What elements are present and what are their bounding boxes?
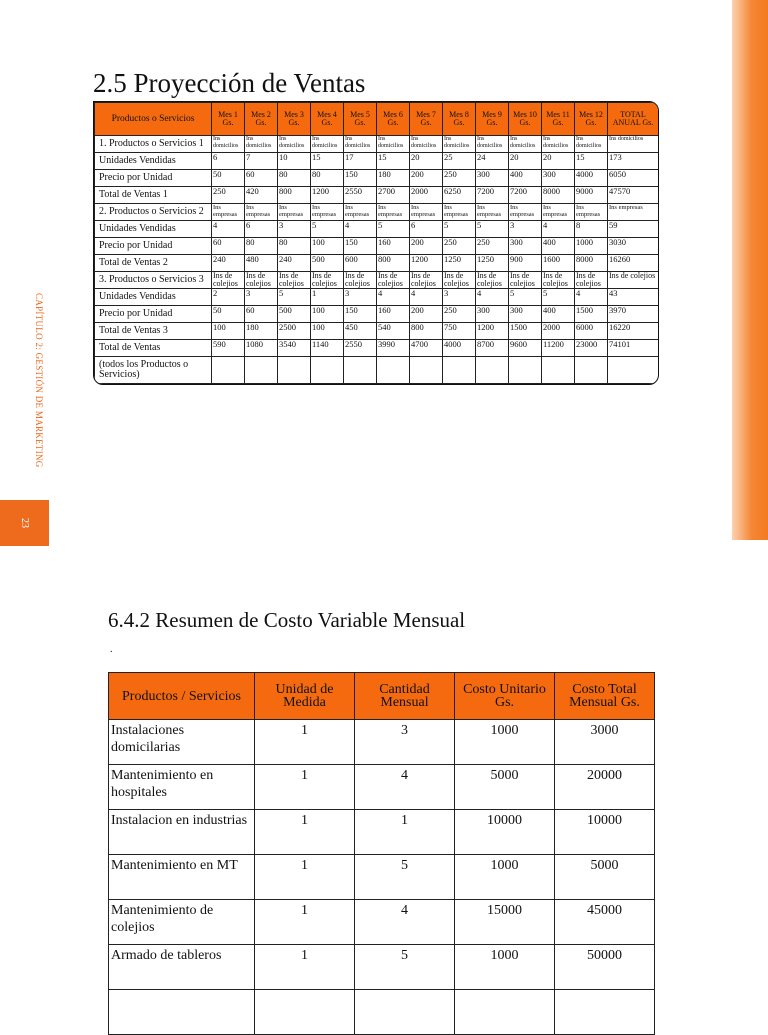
table-cell: Ins domicilios [344, 136, 377, 153]
table-cell: 500 [278, 306, 311, 323]
table-cell: 3000 [555, 720, 655, 765]
table-cell: 20 [410, 153, 443, 170]
table-cell: 1 [255, 765, 355, 810]
column-header: Productos o Servicios [95, 103, 212, 136]
table-cell: 6 [212, 153, 245, 170]
table-cell: 60 [212, 238, 245, 255]
table-cell: 3 [443, 289, 476, 306]
column-header: Mes 5 Gs. [344, 103, 377, 136]
table-row [95, 272, 659, 289]
table-cell: Ins empresas [575, 204, 608, 221]
table-cell: 5 [355, 855, 455, 900]
table-cell: Ins de colejios [377, 272, 410, 289]
table-cell: 23000 [575, 340, 608, 357]
table-cell: Ins empresas [476, 204, 509, 221]
table-cell: 15000 [455, 900, 555, 945]
table-cell: 1000 [455, 855, 555, 900]
table-cell: 450 [344, 323, 377, 340]
table-cell: 7200 [476, 187, 509, 204]
table-cell: 50 [212, 170, 245, 187]
table-cell: 4000 [443, 340, 476, 357]
table-cell: 15 [575, 153, 608, 170]
table-cell [311, 357, 344, 384]
table-cell: 1 [355, 810, 455, 855]
table-cell: 4 [542, 221, 575, 238]
table-cell: 1250 [443, 255, 476, 272]
row-label: 1. Productos o Servicios 1 [95, 136, 212, 153]
table-cell: 5 [311, 221, 344, 238]
table-cell: 7200 [509, 187, 542, 204]
table-cell: 5 [542, 289, 575, 306]
row-label: Unidades Vendidas [95, 153, 212, 170]
table-cell: Armado de tableros [109, 945, 255, 990]
table-cell: Instalacion en industrias [109, 810, 255, 855]
table-cell: Ins de colejios [542, 272, 575, 289]
table-cell: 20000 [555, 765, 655, 810]
table-cell: 17 [344, 153, 377, 170]
table-row [109, 900, 655, 945]
table-row [109, 765, 655, 810]
table-cell [109, 990, 255, 1035]
table-cell: 1 [311, 289, 344, 306]
table-cell: 2500 [278, 323, 311, 340]
table-row [95, 221, 659, 238]
column-header: TOTAL ANUAL Gs. [608, 103, 659, 136]
table-cell [410, 357, 443, 384]
row-label: Unidades Vendidas [95, 221, 212, 238]
chapter-label: CAPÍTULO 2: GESTIÓN DE MARKETING [34, 292, 44, 468]
table-cell: 4 [476, 289, 509, 306]
table-cell: 3 [344, 289, 377, 306]
table-cell: 250 [212, 187, 245, 204]
table-cell: Ins domicilios [509, 136, 542, 153]
table-cell [575, 357, 608, 384]
table-cell: 5000 [455, 765, 555, 810]
table-cell: Ins domicilios [608, 136, 659, 153]
table-cell: 3030 [608, 238, 659, 255]
table-cell: 1500 [575, 306, 608, 323]
column-header: Mes 9 Gs. [476, 103, 509, 136]
table-cell: 600 [344, 255, 377, 272]
table-cell: 10000 [455, 810, 555, 855]
table-cell: Ins domicilios [311, 136, 344, 153]
table-cell: 300 [509, 238, 542, 255]
table-row [109, 945, 655, 990]
table-cell: Ins domicilios [377, 136, 410, 153]
page-edge-strip [732, 0, 768, 540]
table-row [109, 990, 655, 1035]
table-cell: Ins domicilios [245, 136, 278, 153]
table-cell: Ins domicilios [278, 136, 311, 153]
table-cell: Ins de colejios [278, 272, 311, 289]
column-header: Costo Unitario Gs. [455, 673, 555, 720]
table-cell: 20 [542, 153, 575, 170]
table-cell: 400 [509, 170, 542, 187]
table-cell: Ins de colejios [245, 272, 278, 289]
table-cell: 20 [509, 153, 542, 170]
table-cell: Ins de colejios [212, 272, 245, 289]
table-cell: 5 [278, 289, 311, 306]
table-cell: 180 [245, 323, 278, 340]
table-row [95, 187, 659, 204]
table-cell: 4 [377, 289, 410, 306]
table-cell: 300 [476, 170, 509, 187]
table-cell: 1140 [311, 340, 344, 357]
table-cell: 250 [443, 170, 476, 187]
table-cell: Ins domicilios [443, 136, 476, 153]
table-row [109, 720, 655, 765]
table-cell: 60 [245, 170, 278, 187]
table-cell: 100 [311, 238, 344, 255]
table-row [95, 136, 659, 153]
column-header: Productos / Servicios [109, 673, 255, 720]
table-cell: Ins empresas [509, 204, 542, 221]
table-cell: 6 [410, 221, 443, 238]
column-header: Mes 2 Gs. [245, 103, 278, 136]
table-cell [344, 357, 377, 384]
table-cell: Ins empresas [245, 204, 278, 221]
table-cell: 250 [443, 238, 476, 255]
table-cell: 160 [377, 306, 410, 323]
table-cell: 3970 [608, 306, 659, 323]
table-cell: 1600 [542, 255, 575, 272]
table-cell: 4 [355, 765, 455, 810]
table-row [109, 855, 655, 900]
table-cell: Ins empresas [377, 204, 410, 221]
table-cell: 1000 [575, 238, 608, 255]
table-cell [245, 357, 278, 384]
table-cell: 590 [212, 340, 245, 357]
table-row [95, 357, 659, 384]
table-cell: 3 [509, 221, 542, 238]
table-cell: 480 [245, 255, 278, 272]
table-cell: 24 [476, 153, 509, 170]
table-cell: Ins domicilios [212, 136, 245, 153]
table-row [95, 153, 659, 170]
column-header: Mes 12 Gs. [575, 103, 608, 136]
column-header: Mes 11 Gs. [542, 103, 575, 136]
table-cell: 7 [245, 153, 278, 170]
table-cell: 3990 [377, 340, 410, 357]
table-cell: 8000 [575, 255, 608, 272]
table-cell: 50 [212, 306, 245, 323]
table-cell: 6 [245, 221, 278, 238]
table-cell: 250 [443, 306, 476, 323]
row-label: Total de Ventas [95, 340, 212, 357]
table-cell: 240 [278, 255, 311, 272]
table-cell: 2000 [542, 323, 575, 340]
table-cell: 10 [278, 153, 311, 170]
table-cell: 80 [311, 170, 344, 187]
table-cell: 800 [278, 187, 311, 204]
table-cell: Mantenimiento en hospitales [109, 765, 255, 810]
table-cell: Ins de colejios [344, 272, 377, 289]
row-label: Total de Ventas 2 [95, 255, 212, 272]
table-cell: 4 [410, 289, 443, 306]
row-label: Unidades Vendidas [95, 289, 212, 306]
table-cell: 3 [355, 720, 455, 765]
table-cell: 15 [311, 153, 344, 170]
table-cell: 540 [377, 323, 410, 340]
table-cell [455, 990, 555, 1035]
table-cell: Ins de colejios [410, 272, 443, 289]
table-cell: 300 [542, 170, 575, 187]
column-header: Mes 7 Gs. [410, 103, 443, 136]
table-cell: 4 [355, 900, 455, 945]
table-cell: Ins de colejios [509, 272, 542, 289]
column-header: Mes 3 Gs. [278, 103, 311, 136]
table-cell: 160 [377, 238, 410, 255]
table-cell: 2000 [410, 187, 443, 204]
table-cell: 25 [443, 153, 476, 170]
table-cell: 1200 [311, 187, 344, 204]
table-cell [509, 357, 542, 384]
table-cell [608, 357, 659, 384]
table-cell: 5 [377, 221, 410, 238]
table-cell: 5 [443, 221, 476, 238]
table-cell: Ins empresas [608, 204, 659, 221]
table-cell: Ins de colejios [575, 272, 608, 289]
table-cell: 5000 [555, 855, 655, 900]
section-title-sales-projection: 2.5 Proyección de Ventas [93, 68, 366, 98]
table-row [95, 289, 659, 306]
table-cell: 60 [245, 306, 278, 323]
table-cell: 2550 [344, 340, 377, 357]
column-header: Mes 4 Gs. [311, 103, 344, 136]
table-cell: 1000 [455, 720, 555, 765]
table-cell: 4000 [575, 170, 608, 187]
table-cell: 100 [311, 323, 344, 340]
table-cell: 800 [377, 255, 410, 272]
table-cell: 80 [245, 238, 278, 255]
table-cell [278, 357, 311, 384]
table-cell: 4 [344, 221, 377, 238]
table-cell: 1 [255, 900, 355, 945]
table-cell: 1 [255, 720, 355, 765]
table-header-row [109, 673, 655, 720]
table-cell: 9000 [575, 187, 608, 204]
table-row [95, 340, 659, 357]
section-title-variable-cost: 6.4.2 Resumen de Costo Variable Mensual [108, 608, 466, 632]
table-cell: 4 [575, 289, 608, 306]
table-cell: Ins empresas [344, 204, 377, 221]
table-cell: Ins empresas [443, 204, 476, 221]
table-cell: 16260 [608, 255, 659, 272]
table-cell: 400 [542, 306, 575, 323]
table-cell: 8 [575, 221, 608, 238]
table-cell: 2550 [344, 187, 377, 204]
row-label: Precio por Unidad [95, 170, 212, 187]
page-number: 23 [19, 518, 30, 528]
table-cell: 3 [278, 221, 311, 238]
table-row [95, 255, 659, 272]
table-cell: Mantenimiento de colejios [109, 900, 255, 945]
table-cell: 16220 [608, 323, 659, 340]
table-cell: Ins domicilios [410, 136, 443, 153]
table-cell: 5 [355, 945, 455, 990]
table-cell [377, 357, 410, 384]
column-header: Mes 8 Gs. [443, 103, 476, 136]
table-cell: Ins empresas [311, 204, 344, 221]
table-cell: 9600 [509, 340, 542, 357]
table-cell [555, 990, 655, 1035]
table-cell: 150 [344, 238, 377, 255]
table-cell: 45000 [555, 900, 655, 945]
table-cell: 173 [608, 153, 659, 170]
table-row [95, 323, 659, 340]
table-cell: 1080 [245, 340, 278, 357]
table-cell: 100 [311, 306, 344, 323]
table-cell: 8000 [542, 187, 575, 204]
table-cell: 11200 [542, 340, 575, 357]
sales-projection-table [94, 102, 659, 384]
row-label: (todos los Productos o Servicios) [95, 357, 212, 384]
row-label: Total de Ventas 1 [95, 187, 212, 204]
table-cell: 50000 [555, 945, 655, 990]
table-cell: 500 [311, 255, 344, 272]
table-cell: 150 [344, 306, 377, 323]
table-cell: Ins domicilios [542, 136, 575, 153]
table-cell [255, 990, 355, 1035]
table-cell: 5 [509, 289, 542, 306]
table-cell: 6050 [608, 170, 659, 187]
table-cell: 1200 [410, 255, 443, 272]
table-cell [443, 357, 476, 384]
table-cell: Ins empresas [278, 204, 311, 221]
table-header-row [95, 103, 659, 136]
row-label: 2. Productos o Servicios 2 [95, 204, 212, 221]
table-cell: 200 [410, 170, 443, 187]
table-row [109, 810, 655, 855]
column-header: Mes 6 Gs. [377, 103, 410, 136]
row-label: 3. Productos o Servicios 3 [95, 272, 212, 289]
table-row [95, 170, 659, 187]
table-cell: Ins de colejios [311, 272, 344, 289]
table-cell: 400 [542, 238, 575, 255]
table-cell: Ins empresas [212, 204, 245, 221]
table-cell: Ins domicilios [575, 136, 608, 153]
table-cell: Ins domicilios [476, 136, 509, 153]
table-cell: 200 [410, 238, 443, 255]
table-cell: 47570 [608, 187, 659, 204]
table-cell: Mantenimiento en MT [109, 855, 255, 900]
table-cell: 300 [509, 306, 542, 323]
table-cell: 5 [476, 221, 509, 238]
table-cell: 150 [344, 170, 377, 187]
table-cell: Ins de colejios [443, 272, 476, 289]
table-cell: 4700 [410, 340, 443, 357]
row-label: Total de Ventas 3 [95, 323, 212, 340]
table-cell: Ins empresas [410, 204, 443, 221]
stray-dot: . [110, 644, 113, 655]
table-cell: 1250 [476, 255, 509, 272]
table-cell [212, 357, 245, 384]
table-cell: 8700 [476, 340, 509, 357]
table-cell: 3 [245, 289, 278, 306]
column-header: Cantidad Mensual [355, 673, 455, 720]
table-cell [542, 357, 575, 384]
table-cell: 800 [410, 323, 443, 340]
table-cell [476, 357, 509, 384]
table-cell: 1500 [509, 323, 542, 340]
table-cell: 420 [245, 187, 278, 204]
table-cell [355, 990, 455, 1035]
table-row [95, 204, 659, 221]
table-cell: 240 [212, 255, 245, 272]
table-cell: 2 [212, 289, 245, 306]
table-cell: 6000 [575, 323, 608, 340]
row-label: Precio por Unidad [95, 306, 212, 323]
table-cell: 10000 [555, 810, 655, 855]
table-cell: Instalaciones domicilarias [109, 720, 255, 765]
table-cell: 15 [377, 153, 410, 170]
table-cell: 80 [278, 238, 311, 255]
page-number-badge [0, 500, 49, 546]
table-cell: 100 [212, 323, 245, 340]
table-cell: Ins empresas [542, 204, 575, 221]
column-header: Mes 10 Gs. [509, 103, 542, 136]
table-cell: 1 [255, 810, 355, 855]
table-cell: 3540 [278, 340, 311, 357]
variable-cost-table [108, 672, 655, 1035]
table-cell: Ins de colejios [608, 272, 659, 289]
table-cell: 1 [255, 855, 355, 900]
table-cell: 200 [410, 306, 443, 323]
table-cell: 250 [476, 238, 509, 255]
row-label: Precio por Unidad [95, 238, 212, 255]
column-header: Costo Total Mensual Gs. [555, 673, 655, 720]
table-cell: 1200 [476, 323, 509, 340]
table-cell: 1000 [455, 945, 555, 990]
table-cell: 2700 [377, 187, 410, 204]
table-cell: 59 [608, 221, 659, 238]
sales-projection-table-frame [93, 101, 659, 385]
table-cell: 43 [608, 289, 659, 306]
column-header: Unidad de Medida [255, 673, 355, 720]
column-header: Mes 1 Gs. [212, 103, 245, 136]
table-cell: 180 [377, 170, 410, 187]
table-cell: 1 [255, 945, 355, 990]
table-cell: Ins de colejios [476, 272, 509, 289]
table-cell: 750 [443, 323, 476, 340]
table-cell: 900 [509, 255, 542, 272]
table-cell: 300 [476, 306, 509, 323]
table-row [95, 238, 659, 255]
table-cell: 6250 [443, 187, 476, 204]
table-row [95, 306, 659, 323]
table-cell: 74101 [608, 340, 659, 357]
table-cell: 4 [212, 221, 245, 238]
table-cell: 80 [278, 170, 311, 187]
